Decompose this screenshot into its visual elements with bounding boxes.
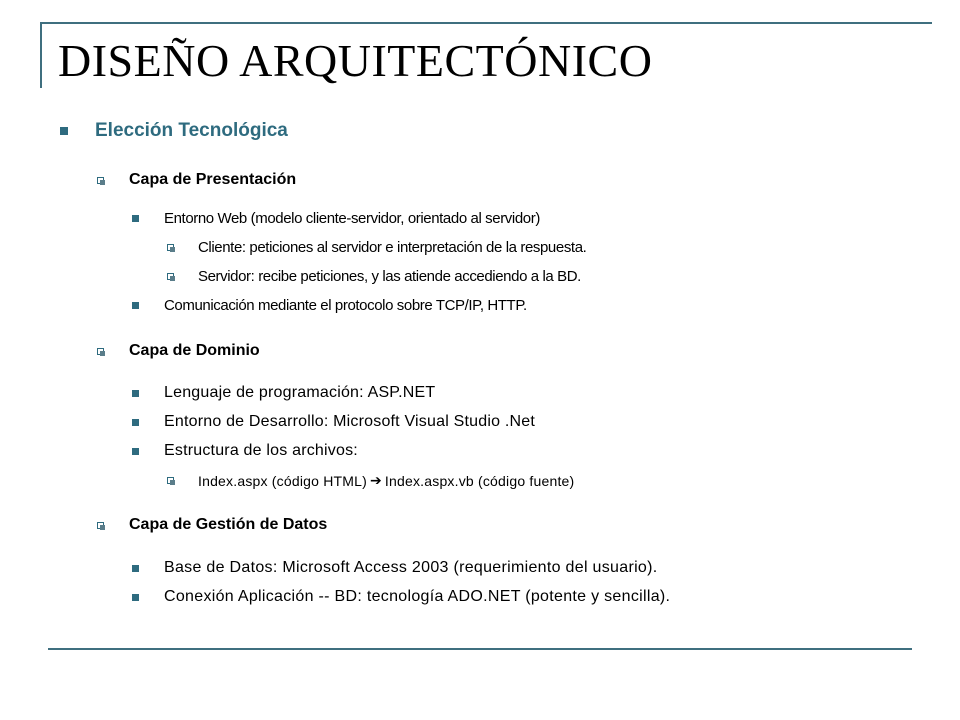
checkbox-bullet-icon bbox=[97, 177, 104, 184]
square-bullet-icon bbox=[132, 302, 139, 309]
slide-title: DISEÑO ARQUITECTÓNICO bbox=[58, 35, 653, 86]
checkbox-bullet-icon bbox=[167, 273, 174, 280]
list-subitem: Index.aspx (código HTML) ➔ Index.aspx.vb (código fuente) bbox=[167, 472, 574, 489]
layer-heading: Capa de Presentación bbox=[129, 171, 297, 188]
square-bullet-icon bbox=[132, 419, 139, 426]
left-rule bbox=[40, 22, 42, 88]
square-bullet-icon bbox=[132, 390, 139, 397]
square-bullet-icon bbox=[132, 448, 139, 455]
layer-heading: Capa de Dominio bbox=[129, 342, 260, 359]
layer-heading-row bbox=[97, 516, 327, 534]
list-subitem: Cliente: peticiones al servidor e interpretación de la respuesta. bbox=[167, 239, 586, 256]
list-item: Entorno de Desarrollo: Microsoft Visual Studio .Net bbox=[132, 413, 535, 431]
section-heading: Elección Tecnológica bbox=[95, 120, 288, 141]
list-subitem: Servidor: recibe peticiones, y las atiende accediendo a la BD. bbox=[167, 268, 581, 285]
section-heading-row bbox=[60, 120, 288, 142]
list-item: Base de Datos: Microsoft Access 2003 (requerimiento del usuario). bbox=[132, 559, 658, 577]
layer-heading: Capa de Gestión de Datos bbox=[129, 516, 328, 533]
square-bullet-icon bbox=[60, 127, 68, 135]
list-item: Lenguaje de programación: ASP.NET bbox=[132, 384, 435, 402]
checkbox-bullet-icon bbox=[97, 348, 104, 355]
list-item: Comunicación mediante el protocolo sobre TCP/IP, HTTP. bbox=[132, 297, 527, 314]
right-arrow-icon: ➔ bbox=[369, 472, 382, 488]
square-bullet-icon bbox=[132, 215, 139, 222]
layer-heading-row bbox=[97, 171, 296, 189]
checkbox-bullet-icon bbox=[167, 244, 174, 251]
list-item: Entorno Web (modelo cliente-servidor, orientado al servidor) bbox=[132, 210, 540, 227]
list-item: Estructura de los archivos: bbox=[132, 442, 358, 460]
checkbox-bullet-icon bbox=[167, 477, 174, 484]
top-rule bbox=[40, 22, 932, 24]
bottom-rule bbox=[48, 648, 912, 650]
square-bullet-icon bbox=[132, 594, 139, 601]
list-item: Conexión Aplicación -- BD: tecnología ADO.NET (potente y sencilla). bbox=[132, 588, 670, 606]
square-bullet-icon bbox=[132, 565, 139, 572]
layer-heading-row bbox=[97, 342, 260, 360]
checkbox-bullet-icon bbox=[97, 522, 104, 529]
